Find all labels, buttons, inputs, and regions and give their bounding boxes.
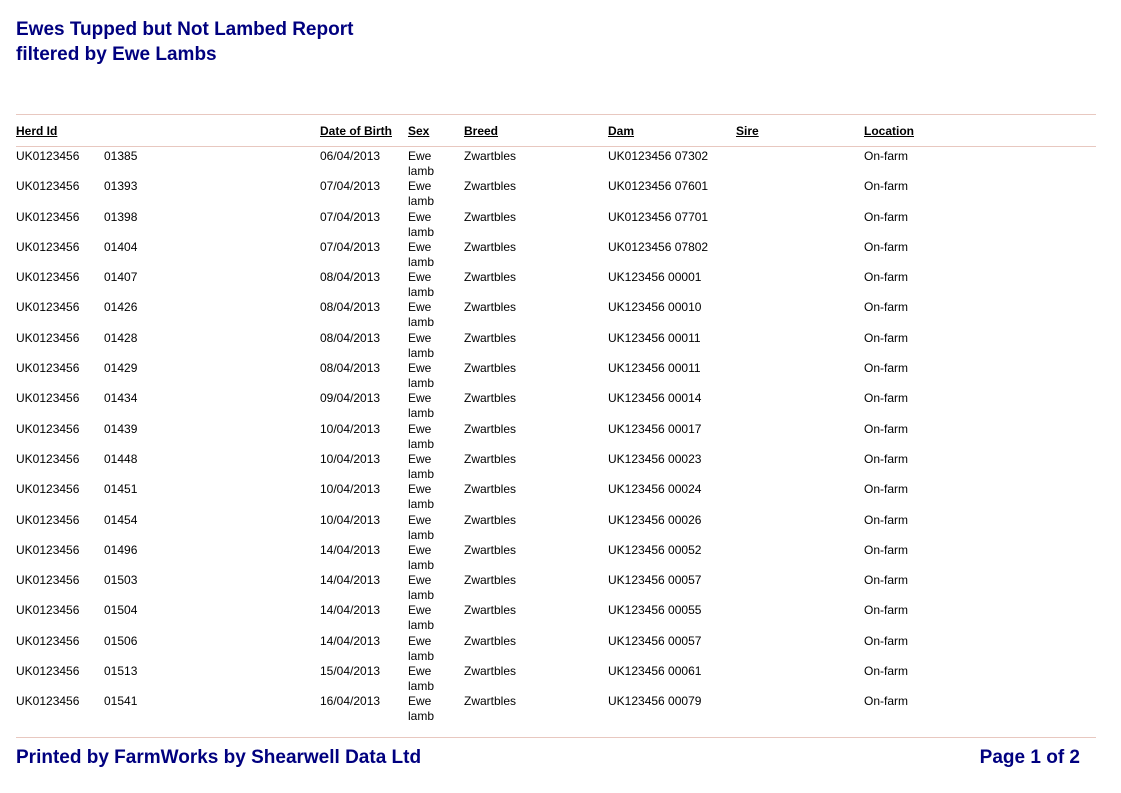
sex-cell: Ewe lamb (408, 451, 435, 481)
sex-cell: Ewe lamb (408, 330, 435, 360)
date-of-birth-cell: 14/04/2013 (320, 542, 381, 557)
table-row (0, 300, 1121, 330)
dam-cell: UK123456 00057 (608, 573, 702, 588)
herd-id-cell: UK0123456 (16, 179, 80, 194)
date-of-birth-cell: 08/04/2013 (320, 361, 381, 376)
dam-cell: UK123456 00079 (608, 694, 702, 709)
sex-cell: Ewe lamb (408, 149, 435, 178)
sex-cell: Ewe lamb (408, 633, 435, 663)
dam-cell: UK0123456 07601 (608, 179, 709, 194)
date-of-birth-cell: 10/04/2013 (320, 421, 381, 436)
breed-cell: Zwartbles (464, 149, 517, 163)
sex-cell: Ewe lamb (408, 421, 435, 451)
sex-cell: Ewe lamb (408, 482, 435, 512)
report-subtitle: filtered by Ewe Lambs (16, 44, 217, 65)
date-of-birth-cell: 10/04/2013 (320, 451, 381, 466)
breed-cell: Zwartbles (464, 421, 517, 436)
breed-cell: Zwartbles (464, 300, 517, 315)
table-row (0, 391, 1121, 421)
table-row (0, 543, 1121, 573)
tag-number-cell: 01513 (104, 664, 138, 679)
breed-cell: Zwartbles (464, 179, 517, 194)
tag-number-cell: 01451 (104, 482, 138, 497)
date-of-birth-cell: 08/04/2013 (320, 270, 381, 285)
table-row (0, 361, 1121, 391)
herd-id-cell: UK0123456 (16, 361, 80, 376)
dam-cell: UK123456 00011 (608, 361, 701, 376)
dam-cell: UK123456 00024 (608, 482, 702, 497)
date-of-birth-cell: 09/04/2013 (320, 391, 381, 406)
dam-cell: UK123456 00023 (608, 451, 702, 466)
location-cell: On-farm (864, 209, 909, 224)
table-row (0, 513, 1121, 543)
page-number: Page 1 of 2 (979, 747, 1080, 768)
breed-cell: Zwartbles (464, 633, 517, 648)
date-of-birth-cell: 07/04/2013 (320, 209, 381, 224)
column-location: Location (864, 124, 914, 138)
breed-cell: Zwartbles (464, 391, 517, 406)
location-cell: On-farm (864, 694, 909, 709)
location-cell: On-farm (864, 542, 909, 557)
date-of-birth-cell: 08/04/2013 (320, 330, 381, 345)
table-row (0, 452, 1121, 482)
location-cell: On-farm (864, 270, 909, 285)
bottom-divider (16, 737, 1096, 738)
date-of-birth-cell: 15/04/2013 (320, 664, 381, 679)
table-row (0, 573, 1121, 603)
location-cell: On-farm (864, 300, 909, 315)
dam-cell: UK0123456 07302 (608, 149, 709, 163)
breed-cell: Zwartbles (464, 573, 517, 588)
table-header (0, 124, 1121, 140)
date-of-birth-cell: 10/04/2013 (320, 482, 381, 497)
location-cell: On-farm (864, 179, 909, 194)
breed-cell: Zwartbles (464, 603, 517, 618)
sex-cell: Ewe lamb (408, 664, 435, 694)
breed-cell: Zwartbles (464, 664, 517, 679)
date-of-birth-cell: 08/04/2013 (320, 300, 381, 315)
dam-cell: UK0123456 07802 (608, 239, 709, 254)
tag-number-cell: 01504 (104, 603, 138, 618)
breed-cell: Zwartbles (464, 482, 517, 497)
table-row (0, 331, 1121, 361)
date-of-birth-cell: 14/04/2013 (320, 633, 381, 648)
herd-id-cell: UK0123456 (16, 451, 80, 466)
sex-cell: Ewe lamb (408, 179, 435, 209)
tag-number-cell: 01385 (104, 149, 138, 163)
report-title-block (16, 17, 353, 67)
dam-cell: UK123456 00001 (608, 270, 702, 285)
location-cell: On-farm (864, 451, 909, 466)
location-cell: On-farm (864, 482, 909, 497)
location-cell: On-farm (864, 391, 909, 406)
tag-number-cell: 01448 (104, 451, 138, 466)
table-row (0, 240, 1121, 270)
herd-id-cell: UK0123456 (16, 512, 80, 527)
tag-number-cell: 01429 (104, 361, 138, 376)
breed-cell: Zwartbles (464, 361, 517, 376)
table-row (0, 664, 1121, 694)
dam-cell: UK123456 00010 (608, 300, 702, 315)
sex-cell: Ewe lamb (408, 270, 435, 300)
breed-cell: Zwartbles (464, 542, 517, 557)
column-sire: Sire (736, 124, 759, 138)
sex-cell: Ewe lamb (408, 512, 435, 542)
sex-cell: Ewe lamb (408, 391, 435, 421)
breed-cell: Zwartbles (464, 270, 517, 285)
column-date-of-birth: Date of Birth (320, 124, 392, 138)
column-dam: Dam (608, 124, 635, 138)
dam-cell: UK123456 00052 (608, 542, 702, 557)
column-breed: Breed (464, 124, 499, 138)
column-herd-id: Herd Id (16, 124, 58, 138)
location-cell: On-farm (864, 239, 909, 254)
table-row (0, 422, 1121, 452)
herd-id-cell: UK0123456 (16, 633, 80, 648)
table-row (0, 603, 1121, 633)
table-row (0, 270, 1121, 300)
table-row (0, 634, 1121, 664)
tag-number-cell: 01506 (104, 633, 138, 648)
location-cell: On-farm (864, 330, 909, 345)
tag-number-cell: 01426 (104, 300, 138, 315)
tag-number-cell: 01439 (104, 421, 138, 436)
sex-cell: Ewe lamb (408, 209, 435, 239)
dam-cell: UK123456 00061 (608, 664, 702, 679)
herd-id-cell: UK0123456 (16, 149, 80, 163)
sex-cell: Ewe lamb (408, 573, 435, 603)
location-cell: On-farm (864, 421, 909, 436)
location-cell: On-farm (864, 664, 909, 679)
tag-number-cell: 01428 (104, 330, 138, 345)
sex-cell: Ewe lamb (408, 361, 435, 391)
report-title: Ewes Tupped but Not Lambed Report (16, 19, 354, 40)
herd-id-cell: UK0123456 (16, 421, 80, 436)
tag-number-cell: 01404 (104, 239, 138, 254)
breed-cell: Zwartbles (464, 239, 517, 254)
herd-id-cell: UK0123456 (16, 391, 80, 406)
table-row (0, 482, 1121, 512)
herd-id-cell: UK0123456 (16, 664, 80, 679)
header-divider (16, 146, 1096, 147)
tag-number-cell: 01541 (104, 694, 138, 709)
date-of-birth-cell: 07/04/2013 (320, 239, 381, 254)
date-of-birth-cell: 14/04/2013 (320, 573, 381, 588)
tag-number-cell: 01454 (104, 512, 138, 527)
tag-number-cell: 01407 (104, 270, 138, 285)
location-cell: On-farm (864, 512, 909, 527)
table-row (0, 149, 1121, 179)
top-divider (16, 114, 1096, 115)
location-cell: On-farm (864, 573, 909, 588)
dam-cell: UK123456 00057 (608, 633, 702, 648)
location-cell: On-farm (864, 361, 909, 376)
breed-cell: Zwartbles (464, 512, 517, 527)
date-of-birth-cell: 14/04/2013 (320, 603, 381, 618)
location-cell: On-farm (864, 149, 909, 163)
tag-number-cell: 01434 (104, 391, 138, 406)
dam-cell: UK0123456 07701 (608, 209, 709, 224)
date-of-birth-cell: 16/04/2013 (320, 694, 381, 709)
herd-id-cell: UK0123456 (16, 482, 80, 497)
herd-id-cell: UK0123456 (16, 330, 80, 345)
breed-cell: Zwartbles (464, 451, 517, 466)
tag-number-cell: 01398 (104, 209, 138, 224)
herd-id-cell: UK0123456 (16, 573, 80, 588)
dam-cell: UK123456 00014 (608, 391, 702, 406)
herd-id-cell: UK0123456 (16, 542, 80, 557)
printed-by-text: Printed by FarmWorks by Shearwell Data Ltd (16, 747, 422, 768)
herd-id-cell: UK0123456 (16, 603, 80, 618)
sex-cell: Ewe lamb (408, 694, 435, 724)
breed-cell: Zwartbles (464, 694, 517, 709)
location-cell: On-farm (864, 603, 909, 618)
sex-cell: Ewe lamb (408, 603, 435, 633)
tag-number-cell: 01503 (104, 573, 138, 588)
date-of-birth-cell: 07/04/2013 (320, 179, 381, 194)
sex-cell: Ewe lamb (408, 300, 435, 330)
tag-number-cell: 01393 (104, 179, 138, 194)
date-of-birth-cell: 06/04/2013 (320, 149, 381, 163)
herd-id-cell: UK0123456 (16, 300, 80, 315)
table-row (0, 179, 1121, 209)
dam-cell: UK123456 00055 (608, 603, 702, 618)
table-row (0, 694, 1121, 724)
herd-id-cell: UK0123456 (16, 209, 80, 224)
sex-cell: Ewe lamb (408, 542, 435, 572)
dam-cell: UK123456 00026 (608, 512, 702, 527)
herd-id-cell: UK0123456 (16, 694, 80, 709)
table-row (0, 210, 1121, 240)
herd-id-cell: UK0123456 (16, 270, 80, 285)
sex-cell: Ewe lamb (408, 239, 435, 269)
tag-number-cell: 01496 (104, 542, 138, 557)
herd-id-cell: UK0123456 (16, 239, 80, 254)
column-sex: Sex (408, 124, 430, 138)
breed-cell: Zwartbles (464, 330, 517, 345)
breed-cell: Zwartbles (464, 209, 517, 224)
dam-cell: UK123456 00017 (608, 421, 702, 436)
table-body (0, 149, 1121, 725)
dam-cell: UK123456 00011 (608, 330, 701, 345)
date-of-birth-cell: 10/04/2013 (320, 512, 381, 527)
location-cell: On-farm (864, 633, 909, 648)
